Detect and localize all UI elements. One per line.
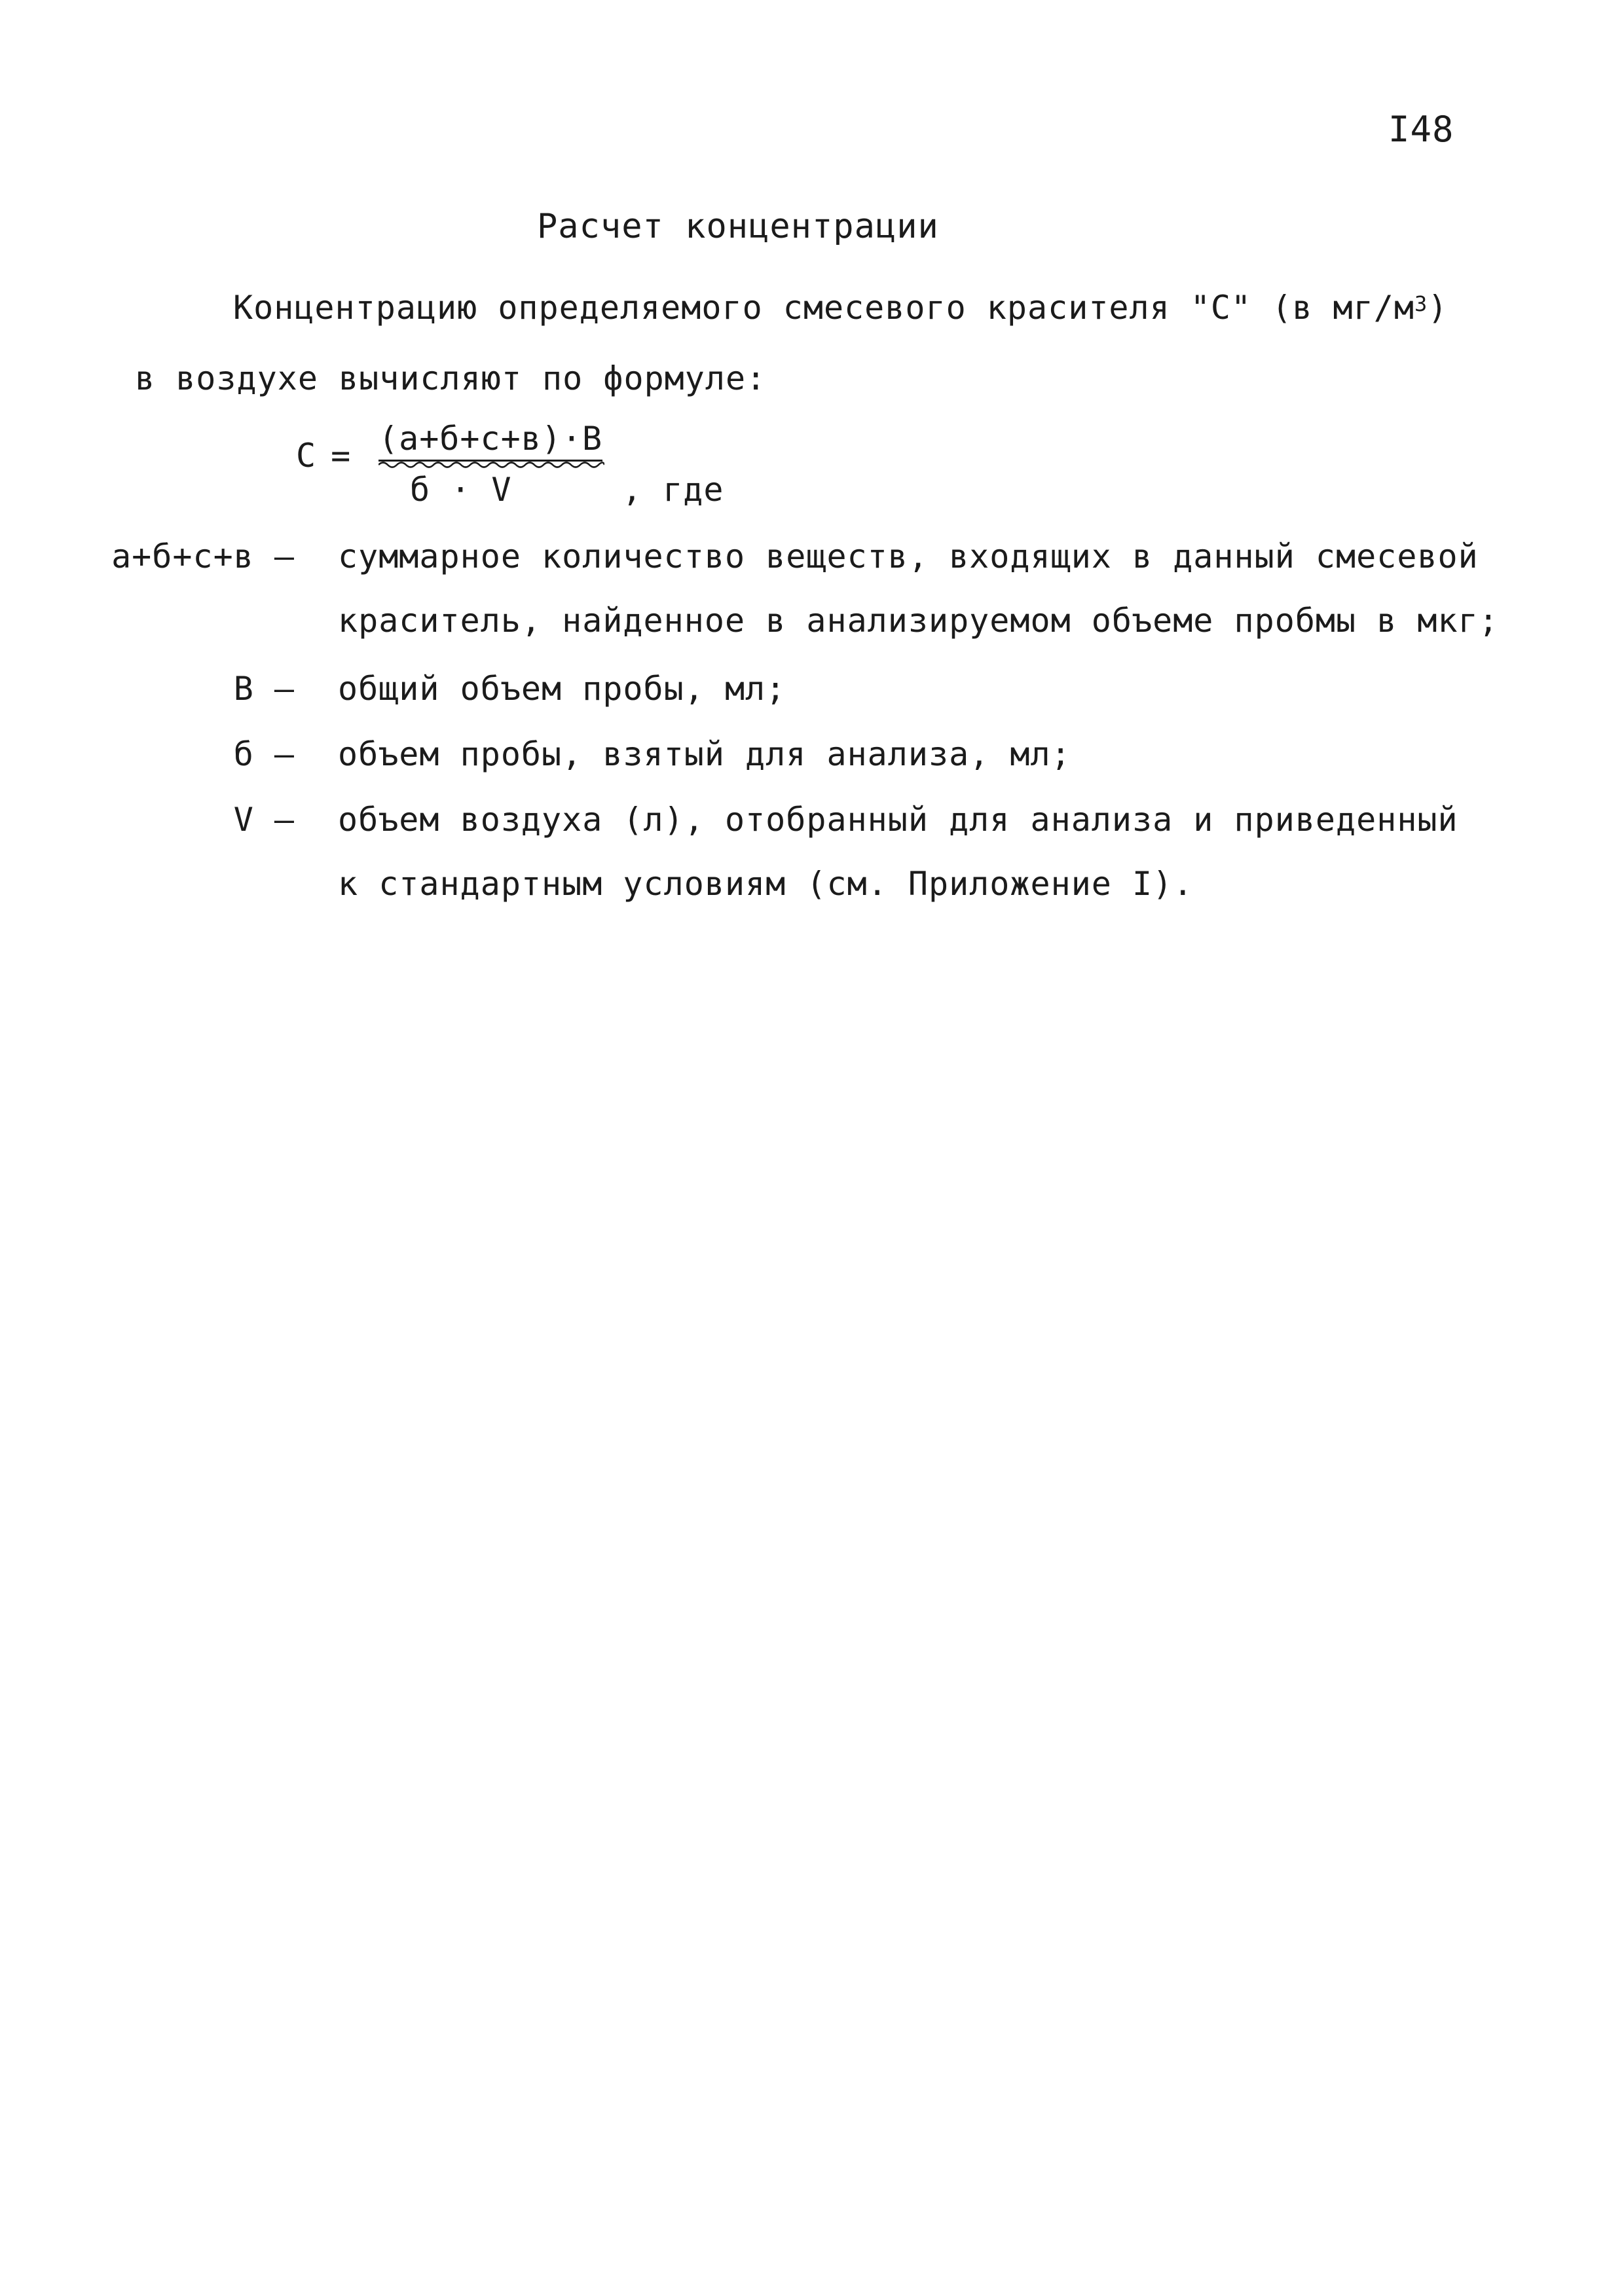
wavy-underline — [378, 460, 604, 469]
definition-symbol-air-volume: V – — [233, 801, 295, 839]
formula-numerator: (а+б+с+в)·В — [378, 419, 602, 462]
definition-symbol-sample-volume: б – — [233, 735, 295, 773]
section-title: Расчет концентрации — [537, 207, 939, 246]
definition-symbol-total-volume: В – — [233, 670, 295, 708]
page-number: I48 — [1388, 109, 1454, 150]
definition-text: общий объем пробы, мл; — [338, 670, 786, 708]
definition-text: к стандартным условиям (см. Приложение I). — [338, 865, 1194, 903]
definition-text: объем воздуха (л), отобранный для анализа и приведенный — [338, 801, 1458, 839]
definition-text: объем пробы, взятый для анализа, мл; — [338, 735, 1071, 773]
definition-text: краситель, найденное в анализируемом объеме пробмы в мкг; — [338, 602, 1499, 640]
formula-variable: С — [296, 437, 317, 475]
intro-line-2: в воздухе вычисляют по формуле: — [135, 359, 767, 397]
superscript-3: 3 — [1414, 291, 1428, 316]
definition-symbol-sum: а+б+с+в – — [111, 538, 295, 575]
formula-denominator: б · V — [410, 471, 512, 509]
formula-lhs — [296, 436, 351, 475]
definition-text: суммарное количество веществ, входящих в данный смесевой — [338, 538, 1479, 575]
intro-text-close: ) — [1428, 289, 1449, 327]
formula-where: , где — [622, 471, 724, 509]
intro-text: Концентрацию определяемого смесевого красителя "С" (в мг/м — [233, 289, 1414, 327]
intro-line-1 — [233, 288, 1448, 327]
formula-equals: = — [331, 437, 352, 475]
